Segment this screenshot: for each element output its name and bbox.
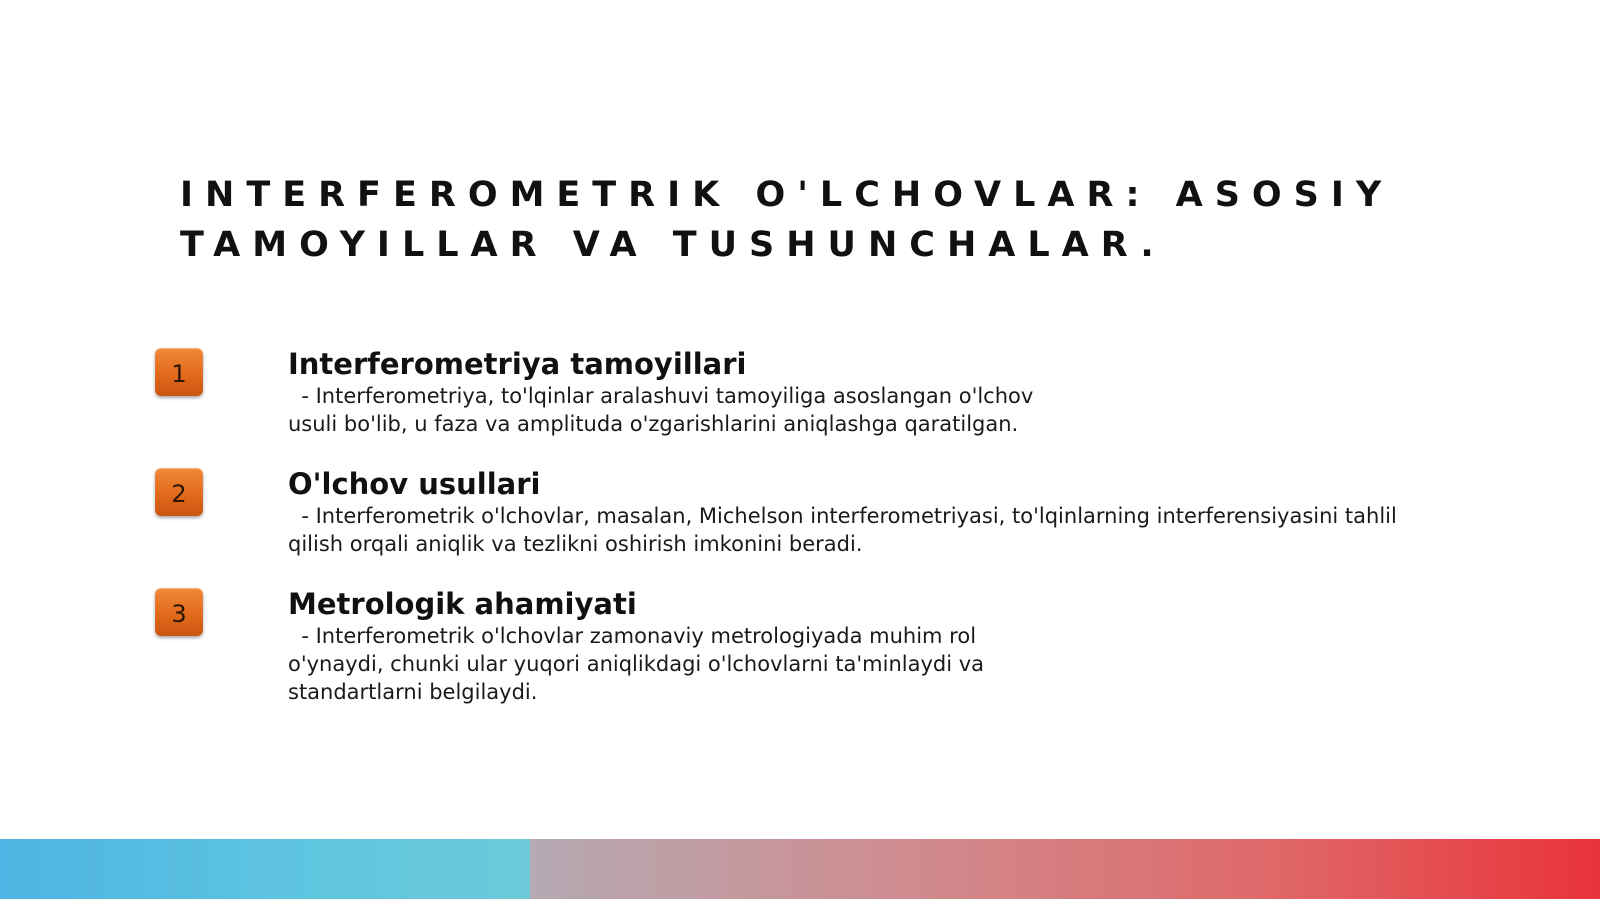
number-badge: 2: [155, 468, 203, 516]
footer-gradient-bar: [0, 839, 1600, 899]
list-item-content: [288, 466, 1448, 558]
number-badge: 1: [155, 348, 203, 396]
slide-title: INTERFEROMETRIK O'LCHOVLAR: ASOSIY TAMOYILLAR VA TUSHUNCHALAR.: [180, 175, 1394, 265]
item-heading: Metrologik ahamiyati: [288, 587, 637, 621]
number-badge: 3: [155, 588, 203, 636]
item-heading: Interferometriya tamoyillari: [288, 347, 747, 381]
footer-bar-right: [530, 839, 1600, 899]
list-item-content: [288, 586, 1008, 706]
footer-bar-left: [0, 839, 530, 899]
item-description: - Interferometrik o'lchovlar zamonaviy metrologiyada muhim rol o'ynaydi, chunki ular yuqori aniqlikdagi o'lchovlarni ta'minlaydi va standartlarni belgilaydi.: [288, 624, 991, 704]
item-heading: O'lchov usullari: [288, 467, 541, 501]
item-description: - Interferometriya, to'lqinlar aralashuvi tamoyiliga asoslangan o'lchov usuli bo'lib, u faza va amplituda o'zgarishlarini aniqlashga qaratilgan.: [288, 384, 1040, 436]
list-item-content: [288, 346, 1068, 438]
item-description: - Interferometrik o'lchovlar, masalan, Michelson interferometriyasi, to'lqinlarning interferensiyasini tahlil qilish orqali aniqlik va tezlikni oshirish imkonini beradi.: [288, 504, 1404, 556]
